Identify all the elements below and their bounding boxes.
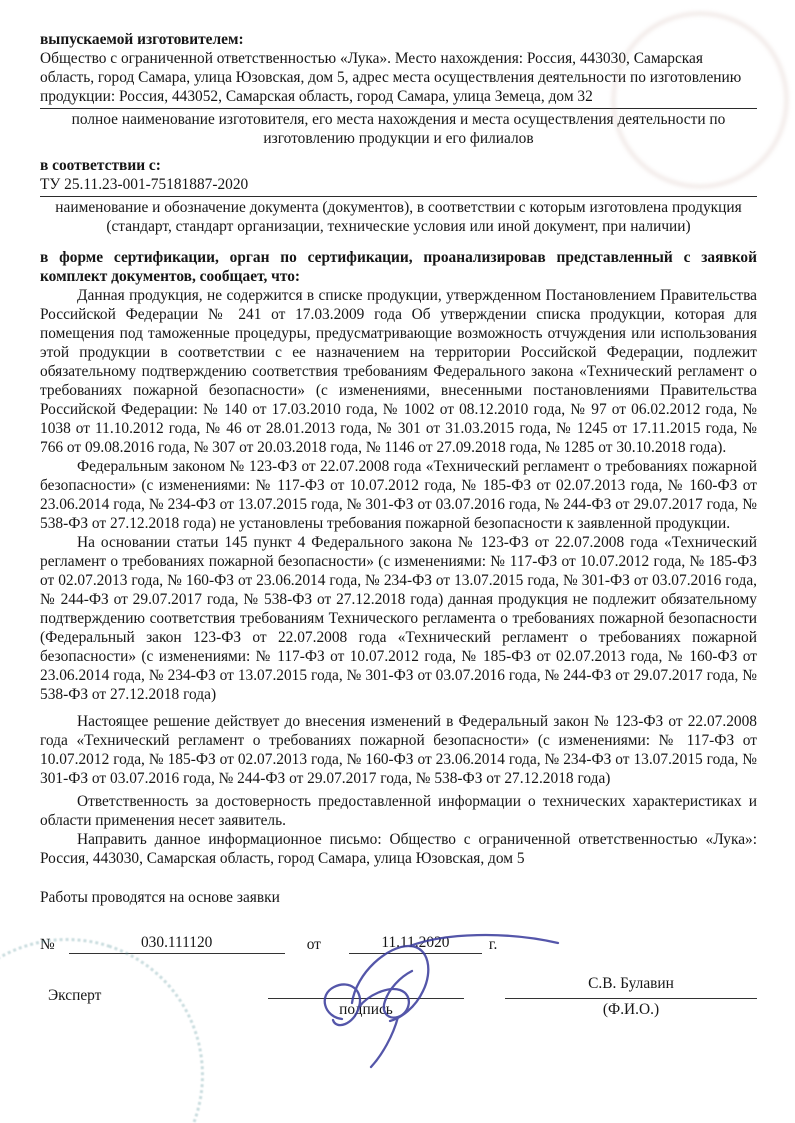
paragraph-no-fire-requirements: Федеральным законом № 123-ФЗ от 22.07.2008 года «Технический регламент о требованиях пожарной безопасности» (с изменениями: № 117-ФЗ от 10.07.2012 года, № 185-ФЗ от 02.07.2013 года, № 160-ФЗ от 23.06.2014 года, № 234-ФЗ от 13.07.2015 года, № 301-ФЗ от 03.07.2016 года, № 244-ФЗ от 29.07.2017 года, № 538-ФЗ от 27.12.2018 года) не установлены требования пожарной безопасности к заявленной продукции. [40, 458, 757, 532]
expert-name-field [505, 974, 757, 1019]
basis-line: Работы проводятся на основе заявки [40, 889, 280, 906]
paragraph-send-letter: Направить данное информационное письмо: Общество с ограниченной ответственностью «Лука»: Россия, 443030, Самарская область, город Самара, улица Юзовская, дом 5 [40, 831, 757, 867]
statement-heading: в форме сертификации, орган по сертификации, проанализировав представленный с заявкой комплект документов, сообщает, что: [40, 249, 757, 285]
expert-label: Эксперт [48, 987, 102, 1004]
signature-caption: подпись [339, 1001, 393, 1018]
paragraph-product-not-listed: Данная продукция, не содержится в списке продукции, утвержденном Постановлением Правительства Российской Федерации № 241 от 17.03.2009 года Об утверждении списка продукции, которая для помещения под таможенные процедуры, предусматривающие возможность отчуждения или использования этой продукции в соответствии с ее назначением на территории Российской Федерации, подлежит обязательному подтверждению соответствия требованиям Федерального закона «Технический регламент о требованиях пожарной безопасности» (с изменениями, внесенными постановлениями Правительства Российской Федерации: № 140 от 17.03.2010 года, № 1002 от 08.12.2010 года, № 97 от 06.02.2012 года, № 1038 от 11.10.2012 года, № 46 от 28.01.2013 года, № 301 от 31.03.2015 года, № 1245 от 17.11.2015 года, № 766 от 09.08.2016 года, № 307 от 20.03.2018 года, № 1146 от 27.09.2018 года, № 1285 от 30.10.2018 года). [40, 287, 757, 456]
number-label: № [40, 936, 55, 953]
signature-field [268, 974, 464, 1019]
accordance-label: в соответствии с: [40, 157, 161, 174]
expert-name-line: С.В. Булавин [505, 974, 757, 999]
accordance-value: ТУ 25.11.23-001-75181887-2020 [40, 175, 757, 197]
expert-name-caption: (Ф.И.О.) [602, 1001, 660, 1018]
signature-line [268, 974, 464, 999]
application-date-field: 11.11.2020 [349, 933, 482, 954]
from-label: от [306, 936, 321, 953]
paragraph-article-145: На основании статьи 145 пункт 4 Федерального закона № 123-ФЗ от 22.07.2008 года «Технический регламент о требованиях пожарной безопасности» (с изменениями: № 117-ФЗ от 10.07.2012 года, № 185-ФЗ от 02.07.2013 года, № 160-ФЗ от 23.06.2014 года, № 234-ФЗ от 13.07.2015 года, № 301-ФЗ от 03.07.2016 года, № 244-ФЗ от 29.07.2017 года, № 538-ФЗ от 27.12.2018 года) данная продукция не подлежит обязательному подтверждению соответствия требованиям Технического регламента о требованиях пожарной безопасности (Федеральный закон 123-ФЗ от 22.07.2008 года «Технический регламент о требованиях пожарной безопасности» (с изменениями: № 117-ФЗ от 10.07.2012 года, № 185-ФЗ от 02.07.2013 года, № 160-ФЗ от 23.06.2014 года, № 234-ФЗ от 13.07.2015 года, № 301-ФЗ от 03.07.2016 года, № 244-ФЗ от 29.07.2017 года, № 538-ФЗ от 27.12.2018 года) [40, 534, 757, 703]
signature-row [40, 974, 757, 1038]
paragraph-responsibility: Ответственность за достоверность предоставленной информации о технических характеристиках и области применения несет заявитель. [40, 793, 757, 829]
producer-value: Общество с ограниченной ответственностью «Лука». Место нахождения: Россия, 443030, Самарская область, город Самара, улица Юзовская, дом 5, адрес места осуществления деятельности по изготовлению продукции: Россия, 443052, Самарская область, город Самара, улица Земеца, дом 32 [40, 49, 757, 109]
application-number-row [40, 933, 757, 954]
producer-caption: полное наименование изготовителя, его места нахождения и места осуществления деятельности по изготовлению продукции и его филиалов [71, 111, 726, 147]
paragraph-decision-validity: Настоящее решение действует до внесения изменений в Федеральный закон № 123-ФЗ от 22.07.2008 года «Технический регламент о требованиях пожарной безопасности» (с изменениями: № 117-ФЗ от 10.07.2012 года, № 185-ФЗ от 02.07.2013 года, № 160-ФЗ от 23.06.2014 года, № 234-ФЗ от 13.07.2015 года, № 301-ФЗ от 03.07.2016 года, № 244-ФЗ от 29.07.2017 года, № 538-ФЗ от 27.12.2018 года) [40, 713, 757, 787]
year-label: г. [488, 936, 498, 953]
producer-label: выпускаемой изготовителем: [40, 31, 244, 48]
accordance-caption: наименование и обозначение документа (документов), в соответствии с которым изготовлена продукция (стандарт, стандарт организации, технические условия или иной документ, при наличии) [55, 199, 742, 235]
application-number-field: 030.111120 [69, 933, 285, 954]
